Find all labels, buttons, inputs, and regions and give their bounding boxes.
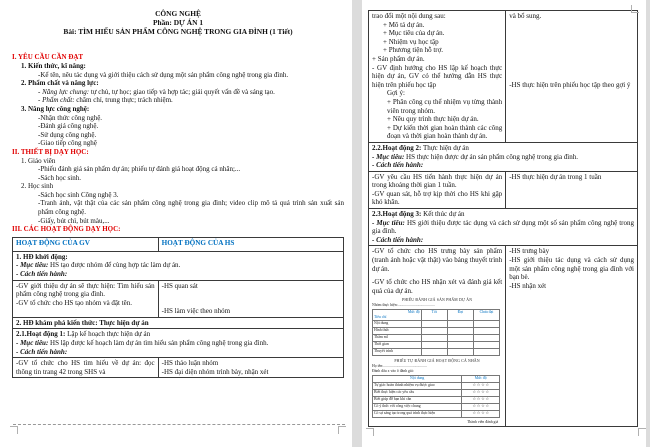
form-footer: Thành viên đánh giá — [467, 420, 499, 425]
text-line: -GV quan sát, hỗ trợ kịp thời cho HS khi gặp khó khăn. — [372, 189, 503, 207]
form-cell: Tự giác hoàn thành nhiệm vụ được giao — [373, 383, 462, 390]
form-cell — [447, 335, 473, 342]
text-line: -GV tổ chức cho HS tạo nhóm và đặt tên. — [16, 298, 133, 307]
form-cell: Thuyết trình — [373, 349, 422, 356]
text-line: -HS quan sát — [161, 281, 198, 290]
gv-cell — [13, 358, 159, 378]
form-cell — [421, 335, 447, 342]
self-evaluation-table — [372, 375, 500, 418]
table-row — [13, 329, 344, 358]
margin-crop-mark — [10, 426, 18, 434]
text-line: + Mục tiêu của dự án. — [383, 29, 445, 38]
form-row — [373, 397, 500, 404]
gv-cell — [369, 11, 506, 143]
form-instruction-line: Đánh dấu x vào ô đánh giá: — [372, 369, 414, 374]
text-line: 1. HĐ khởi động: — [16, 252, 68, 261]
hs-column-header: HOẠT ĐỘNG CỦA HS — [158, 237, 343, 251]
table-row — [13, 317, 344, 329]
table-row — [369, 11, 638, 143]
text-line: III. CÁC HOẠT ĐỘNG DẠY HỌC: — [12, 225, 121, 234]
text-line: -Kể tên, nêu tác dụng và giới thiệu cách sử dụng một sản phẩm công nghệ trong gia đình. — [38, 70, 289, 79]
form-row — [373, 321, 500, 328]
text-line: 1. Kiến thức, kĩ năng: — [21, 61, 86, 70]
text-line: 2. HĐ khám phá kiến thức: Thực hiện dự án — [16, 318, 149, 327]
form-corner-cell — [373, 310, 422, 321]
rating-stars: ☆ ☆ ☆ ☆ — [462, 397, 500, 404]
form-corner-top: Mức độ — [407, 310, 420, 315]
form-row — [373, 328, 500, 335]
table-row — [13, 251, 344, 280]
activity-section-cell — [13, 329, 344, 358]
form-name-line: Họ tên:.............................................. — [372, 364, 427, 369]
text-line: -Sách học sinh Công nghệ 3. — [38, 190, 119, 199]
activity-section-cell — [13, 251, 344, 280]
gv-cell — [13, 280, 159, 317]
text-line: I. YÊU CẦU CẦN ĐẠT — [12, 53, 84, 62]
hs-cell — [506, 246, 638, 427]
form-cell — [421, 328, 447, 335]
evaluation-form-self — [372, 359, 502, 425]
text-line: -HS giới thiệu tác dụng và cách sử dụng một sản phẩm công nghệ trong gia đình với bạn bè. — [509, 256, 634, 282]
form-col-header: Tốt — [421, 310, 447, 321]
text-line: -GV tổ chức cho HS nhận xét và đánh giá kết quả của dự án. — [372, 278, 503, 295]
text-line: + Dự kiến thời gian hoàn thành các công đoạn và thời gian hoàn thành dự án. — [387, 123, 503, 141]
form-cell — [473, 335, 499, 342]
table-row — [369, 171, 638, 208]
text-line: - Cách tiến hành: — [16, 270, 68, 279]
margin-crop-mark — [638, 428, 646, 436]
form-cell: Biết thực hiện các yêu cầu — [373, 390, 462, 397]
text-line: - Cách tiến hành: — [372, 161, 424, 170]
doc-title-line: CÔNG NGHỆ — [155, 9, 201, 18]
text-line: trao đổi một nội dung sau: — [372, 12, 446, 20]
form-header-row — [373, 376, 500, 383]
text-line: -Đánh giá công nghệ. — [38, 122, 99, 131]
activity-section-cell — [13, 317, 344, 329]
rating-stars: ☆ ☆ ☆ ☆ — [462, 390, 500, 397]
form-col-header: Mức độ — [462, 376, 500, 383]
text-line: -Sử dụng công nghệ. — [38, 130, 97, 139]
product-evaluation-table — [372, 309, 500, 356]
form-cell — [473, 342, 499, 349]
text-line: và bổ sung. — [509, 12, 542, 20]
form-col-header: Nội dung — [373, 376, 462, 383]
rating-stars: ☆ ☆ ☆ ☆ — [462, 404, 500, 411]
form-title: PHIẾU ĐÁNH GIÁ SẢN PHẨM DỰ ÁN — [402, 298, 473, 303]
text-line: + Mô tả dự án. — [383, 20, 425, 29]
form-row — [373, 349, 500, 356]
text-line: -HS trưng bày — [509, 247, 550, 256]
form-cell — [447, 342, 473, 349]
form-cell — [473, 349, 499, 356]
text-line: -GV giới thiệu dự án sẽ thực hiện: Tìm hiểu sản phẩm công nghệ trong gia đình. — [16, 281, 155, 299]
text-line: - Cách tiến hành: — [372, 235, 424, 244]
text-line: - Mục tiêu: HS giới thiệu được tác dụng và cách sử dụng một số sản phẩm công nghệ trong gia đình. — [372, 218, 635, 236]
form-cell — [421, 349, 447, 356]
table-row — [369, 246, 638, 427]
form-cell: Nội dung — [373, 321, 422, 328]
doc-title-line: Bài: TÌM HIỂU SẢN PHẨM CÔNG NGHỆ TRONG GIA ĐÌNH (1 Tiết) — [63, 26, 293, 36]
text-line: 2.3.Hoạt động 3: Kết thúc dự án — [372, 210, 465, 219]
form-cell: Có sự sáng tạo trong quá trình thực hiện — [373, 411, 462, 418]
form-row — [373, 335, 500, 342]
text-line: -Sách học sinh. — [38, 173, 81, 182]
form-row — [373, 390, 500, 397]
text-line: 1. Giáo viên — [21, 156, 56, 165]
page-right[interactable] — [362, 0, 646, 447]
form-cell — [421, 321, 447, 328]
rating-stars: ☆ ☆ ☆ ☆ — [462, 411, 500, 418]
form-cell — [473, 328, 499, 335]
form-corner-bottom: Tiêu chí — [374, 315, 387, 320]
table-row — [369, 142, 638, 171]
text-line: -Giấy, bút chì, bút màu,... — [38, 216, 110, 225]
hs-cell — [506, 11, 638, 143]
form-title: PHIẾU TỰ ĐÁNH GIÁ HOẠT ĐỘNG CÁ NHÂN — [394, 359, 480, 364]
form-cell: Thời gian — [373, 342, 422, 349]
text-line: -HS thực hiện trên phiếu học tập theo gợi ý — [509, 80, 631, 89]
text-line: - Cách tiến hành: — [16, 347, 68, 356]
text-line: -HS thực hiện dự án trong 1 tuần — [509, 172, 602, 181]
text-line: + Phương tiện hỗ trợ. — [383, 46, 444, 55]
margin-crop-mark — [366, 428, 374, 436]
table-row — [369, 209, 638, 246]
text-line: - Năng lực chung: tự chủ, tự học; giao tiếp và hợp tác; giải quyết vấn đề và sáng tạo. — [38, 87, 275, 96]
gv-activity-lines — [372, 247, 502, 295]
text-line: Gợi ý: — [387, 89, 405, 98]
margin-crop-mark — [338, 426, 346, 434]
doc-title — [12, 10, 344, 36]
form-col-header: Đạt — [447, 310, 473, 321]
form-cell: Biết giúp đỡ bạn khi cần — [373, 397, 462, 404]
doc-title-line: Phần: DỰ ÁN 1 — [152, 17, 204, 27]
text-line: + Phân công cụ thể nhiệm vụ từng thành viên trong nhóm. — [387, 97, 503, 115]
text-line: + Nhiệm vụ học tập — [383, 37, 439, 46]
activities-table-continued — [368, 10, 638, 427]
gv-cell — [369, 246, 506, 427]
text-line: -HS làm việc theo nhóm — [161, 307, 231, 316]
text-line: -GV yêu cầu HS tiến hành thực hiện dự án trong khoảng thời gian 1 tuần. — [372, 172, 503, 190]
table-row — [13, 280, 344, 317]
text-line: -HS nhận xét — [509, 281, 547, 290]
text-line: - Mục tiêu: HS tạo được nhóm để cùng hợp tác làm dự án. — [16, 261, 181, 270]
text-line: - Mục tiêu: HS lập được kế hoạch làm dự án tìm hiểu sản phẩm công nghệ trong gia đình. — [16, 339, 269, 348]
activity-section-cell — [369, 142, 638, 171]
form-group-line: Nhóm thực hiện:....................................... — [372, 303, 435, 308]
table-header-row — [13, 237, 344, 251]
form-row — [373, 404, 500, 411]
form-cell — [447, 349, 473, 356]
form-cell — [421, 342, 447, 349]
text-line: -Nhận thức công nghệ. — [38, 113, 103, 122]
gv-column-header: HOẠT ĐỘNG CỦA GV — [13, 237, 159, 251]
form-header-row — [373, 310, 500, 321]
page-break-line — [13, 424, 345, 425]
gv-cell — [369, 171, 506, 208]
form-cell: Hình thức — [373, 328, 422, 335]
hs-cell — [158, 358, 343, 378]
form-cell — [447, 328, 473, 335]
table-row — [13, 358, 344, 378]
text-line: - GV định hướng cho HS lập kế hoạch thực hiện dự án, GV có thể hướng dẫn HS thực hiện trên phiếu học tập — [372, 63, 503, 89]
front-matter — [12, 53, 344, 233]
text-line: -Phiếu đánh giá sản phẩm dự án; phiếu tự đánh giá hoạt động cá nhân;... — [38, 165, 241, 174]
text-line: II. THIẾT BỊ DẠY HỌC: — [12, 147, 89, 156]
text-line: + Nêu quy trình thực hiện dự án. — [387, 115, 479, 124]
activities-table — [12, 237, 344, 379]
hs-cell — [158, 280, 343, 317]
form-cell: Có ý thức với công việc chung — [373, 404, 462, 411]
text-line: - Phẩm chất: chăm chỉ, trung thực; trách nhiệm. — [38, 96, 173, 105]
text-line: 2.2.Hoạt động 2: Thực hiện dự án — [372, 143, 469, 152]
text-line: 2. Phẩm chất và năng lực: — [21, 79, 99, 88]
text-line: + Sản phẩm dự án. — [372, 54, 425, 63]
text-line: -Giao tiếp công nghệ — [38, 139, 97, 148]
text-line: 2.1.Hoạt động 1: Lập kế hoạch thực hiện dự án — [16, 330, 151, 339]
form-row — [373, 411, 500, 418]
form-row — [373, 342, 500, 349]
rating-stars: ☆ ☆ ☆ ☆ — [462, 383, 500, 390]
form-row — [373, 383, 500, 390]
text-line: - Mục tiêu: HS thực hiện được dự án sản phẩm công nghệ trong gia đình. — [372, 152, 578, 161]
text-line: 3. Năng lực công nghệ: — [21, 104, 90, 113]
text-line: -HS thảo luận nhóm — [161, 359, 219, 368]
text-line: -GV tổ chức cho HS tìm hiểu về dự án: đọc thông tin trang 42 trong SHS và — [16, 359, 155, 376]
text-line: -GV tổ chức cho HS trưng bày sản phẩm (tranh ảnh hoặc vật thật) vào bảng thuyết trình dự án. — [372, 247, 503, 273]
hs-cell — [506, 171, 638, 208]
activity-section-cell — [369, 209, 638, 246]
evaluation-form-product — [372, 298, 502, 356]
form-cell — [473, 321, 499, 328]
text-line: -HS đại diện nhóm trình bày, nhận xét — [161, 367, 269, 376]
text-line: 2. Học sinh — [21, 182, 54, 191]
form-col-header: Chưa đạt — [473, 310, 499, 321]
text-line: -Tranh ảnh, vật thật của các sản phẩm công nghệ trong gia đình; video clip mô tả quá trình sản xuất sản phẩm công nghệ. — [38, 199, 344, 217]
margin-crop-mark — [631, 5, 639, 13]
form-cell — [447, 321, 473, 328]
form-cell: Thẩm mĩ — [373, 335, 422, 342]
